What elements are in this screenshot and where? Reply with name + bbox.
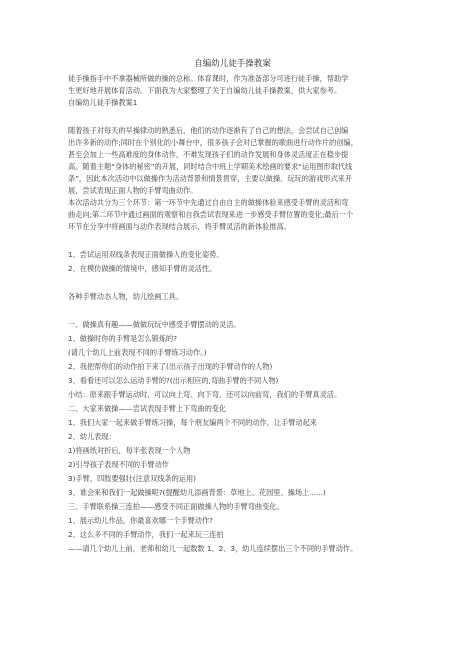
step-line: 2、幼儿表现： [68, 432, 116, 441]
step-line: 2、这么多不同的手臂动作，我们一起来玩三连拍 [68, 530, 224, 539]
body-line: 随着孩子对每天的早操律动的熟悉后，他们的动作逐渐有了自己的想法，会尝试自己创编 [68, 126, 349, 135]
step-line: ——请几个幼儿上前，老师和幼儿一起数数 1、2、3，幼儿连续摆出三个不同的手臂动作。 [68, 544, 358, 553]
step-line: 2)引导孩子表现不同的手臂动作 [68, 460, 169, 469]
intro-line-2: 生更好地开展体育活动。下面我为大家整理了关于自编幼儿徒手操教案，供大家参考。 [68, 86, 342, 95]
body-line: 环节在分享中将画面与动作表现结合展示，将手臂灵活的新体验推高。 [68, 222, 291, 231]
body-line: 条”，因此本次活动中以做操作为活动背景和情景贯穿，主要以做操、玩玩的游戏形式来开 [68, 174, 353, 183]
summary-line: 小结：原来跟手臂运动时，可以向上弯、向下弯，还可以向前弯，我们的手臂真灵活。 [68, 390, 342, 399]
step-line: (请几个幼儿上前表现不同的手臂练习动作。) [68, 348, 207, 357]
step-heading-2: 二、大家来做操——尝试表现手臂上下弯曲的变化 [68, 404, 227, 413]
step-heading-1: 一、做操真有趣——做做玩玩中感受手臂摆动的灵活。 [68, 320, 241, 329]
body-line: 甚至会加上一些高难度的身体动作，不难发现孩子们的动作发展和身体灵活度正在稳步提 [68, 150, 349, 159]
section-heading-1: 自编幼儿徒手操教案1 [68, 98, 138, 107]
step-line: 1、做操时你的手臂是怎么锻炼的? [68, 334, 178, 343]
step-line: 3、谁会来和我们一起做操呢?(提醒幼儿添画背景：草地上、花园里、操场上......) [68, 488, 326, 497]
body-line: 曲走向;第二环节中通过画面的观察和自我尝试表现来进一步感受手臂位置的变化;最后一个 [68, 210, 354, 219]
step-heading-3: 三、手臂联系操三连拍——感受不同正面做操人物的手臂弯曲变化。 [68, 502, 284, 511]
step-line: 3)手臂、四肢要强壮(注意双线条的运用) [68, 474, 196, 483]
step-line: 1、我们大家一起来做手臂练习操，每个朋友编两个不同的动作，让手臂动起来 [68, 418, 317, 427]
intro-line-1: 徒手操指手中不拿器械所做的操的总称。体育课时，作为准备部分可进行徒手操，帮助学 [68, 74, 349, 83]
step-line: 1)将画纸对折后，每半张表现一个人物 [68, 446, 191, 455]
step-line: 2、我把帮你们的动作拍下来了(出示孩子出现的手臂动作的人物) [68, 362, 273, 371]
goal-item-1: 1、尝试运用双线条表现正面做操人的变化姿势。 [68, 250, 224, 259]
body-line: 本次活动共分为三个环节：第一环节中先通过自由自主的做操体验来感受手臂的灵活和弯 [68, 198, 349, 207]
goal-item-2: 2、在模仿做操的情境中，感知手臂的灵活性。 [68, 264, 217, 273]
body-line: 高。随着主题“身体的秘密”的开展，同时结合中班上学期美术绘画的要求“运用图形取代线 [68, 162, 353, 171]
step-line: 3、看看还可以怎么运动手臂的?(出示相应的,弯曲手臂的不同人物) [68, 376, 279, 385]
materials-line: 各种手臂动态人物，幼儿绘画工具。 [68, 292, 184, 301]
document-title: 自编幼儿徒手操教案 [194, 59, 271, 69]
body-line: 出许多新的动作;同时在个别化的小舞台中，很多孩子会对已掌握的歌曲进行动作片的创编， [68, 138, 358, 147]
body-line: 展，尝试表现正面人物的手臂弯曲动作。 [68, 186, 198, 195]
step-line: 1、展示幼儿作品，你最喜欢哪一个手臂动作? [68, 516, 213, 525]
